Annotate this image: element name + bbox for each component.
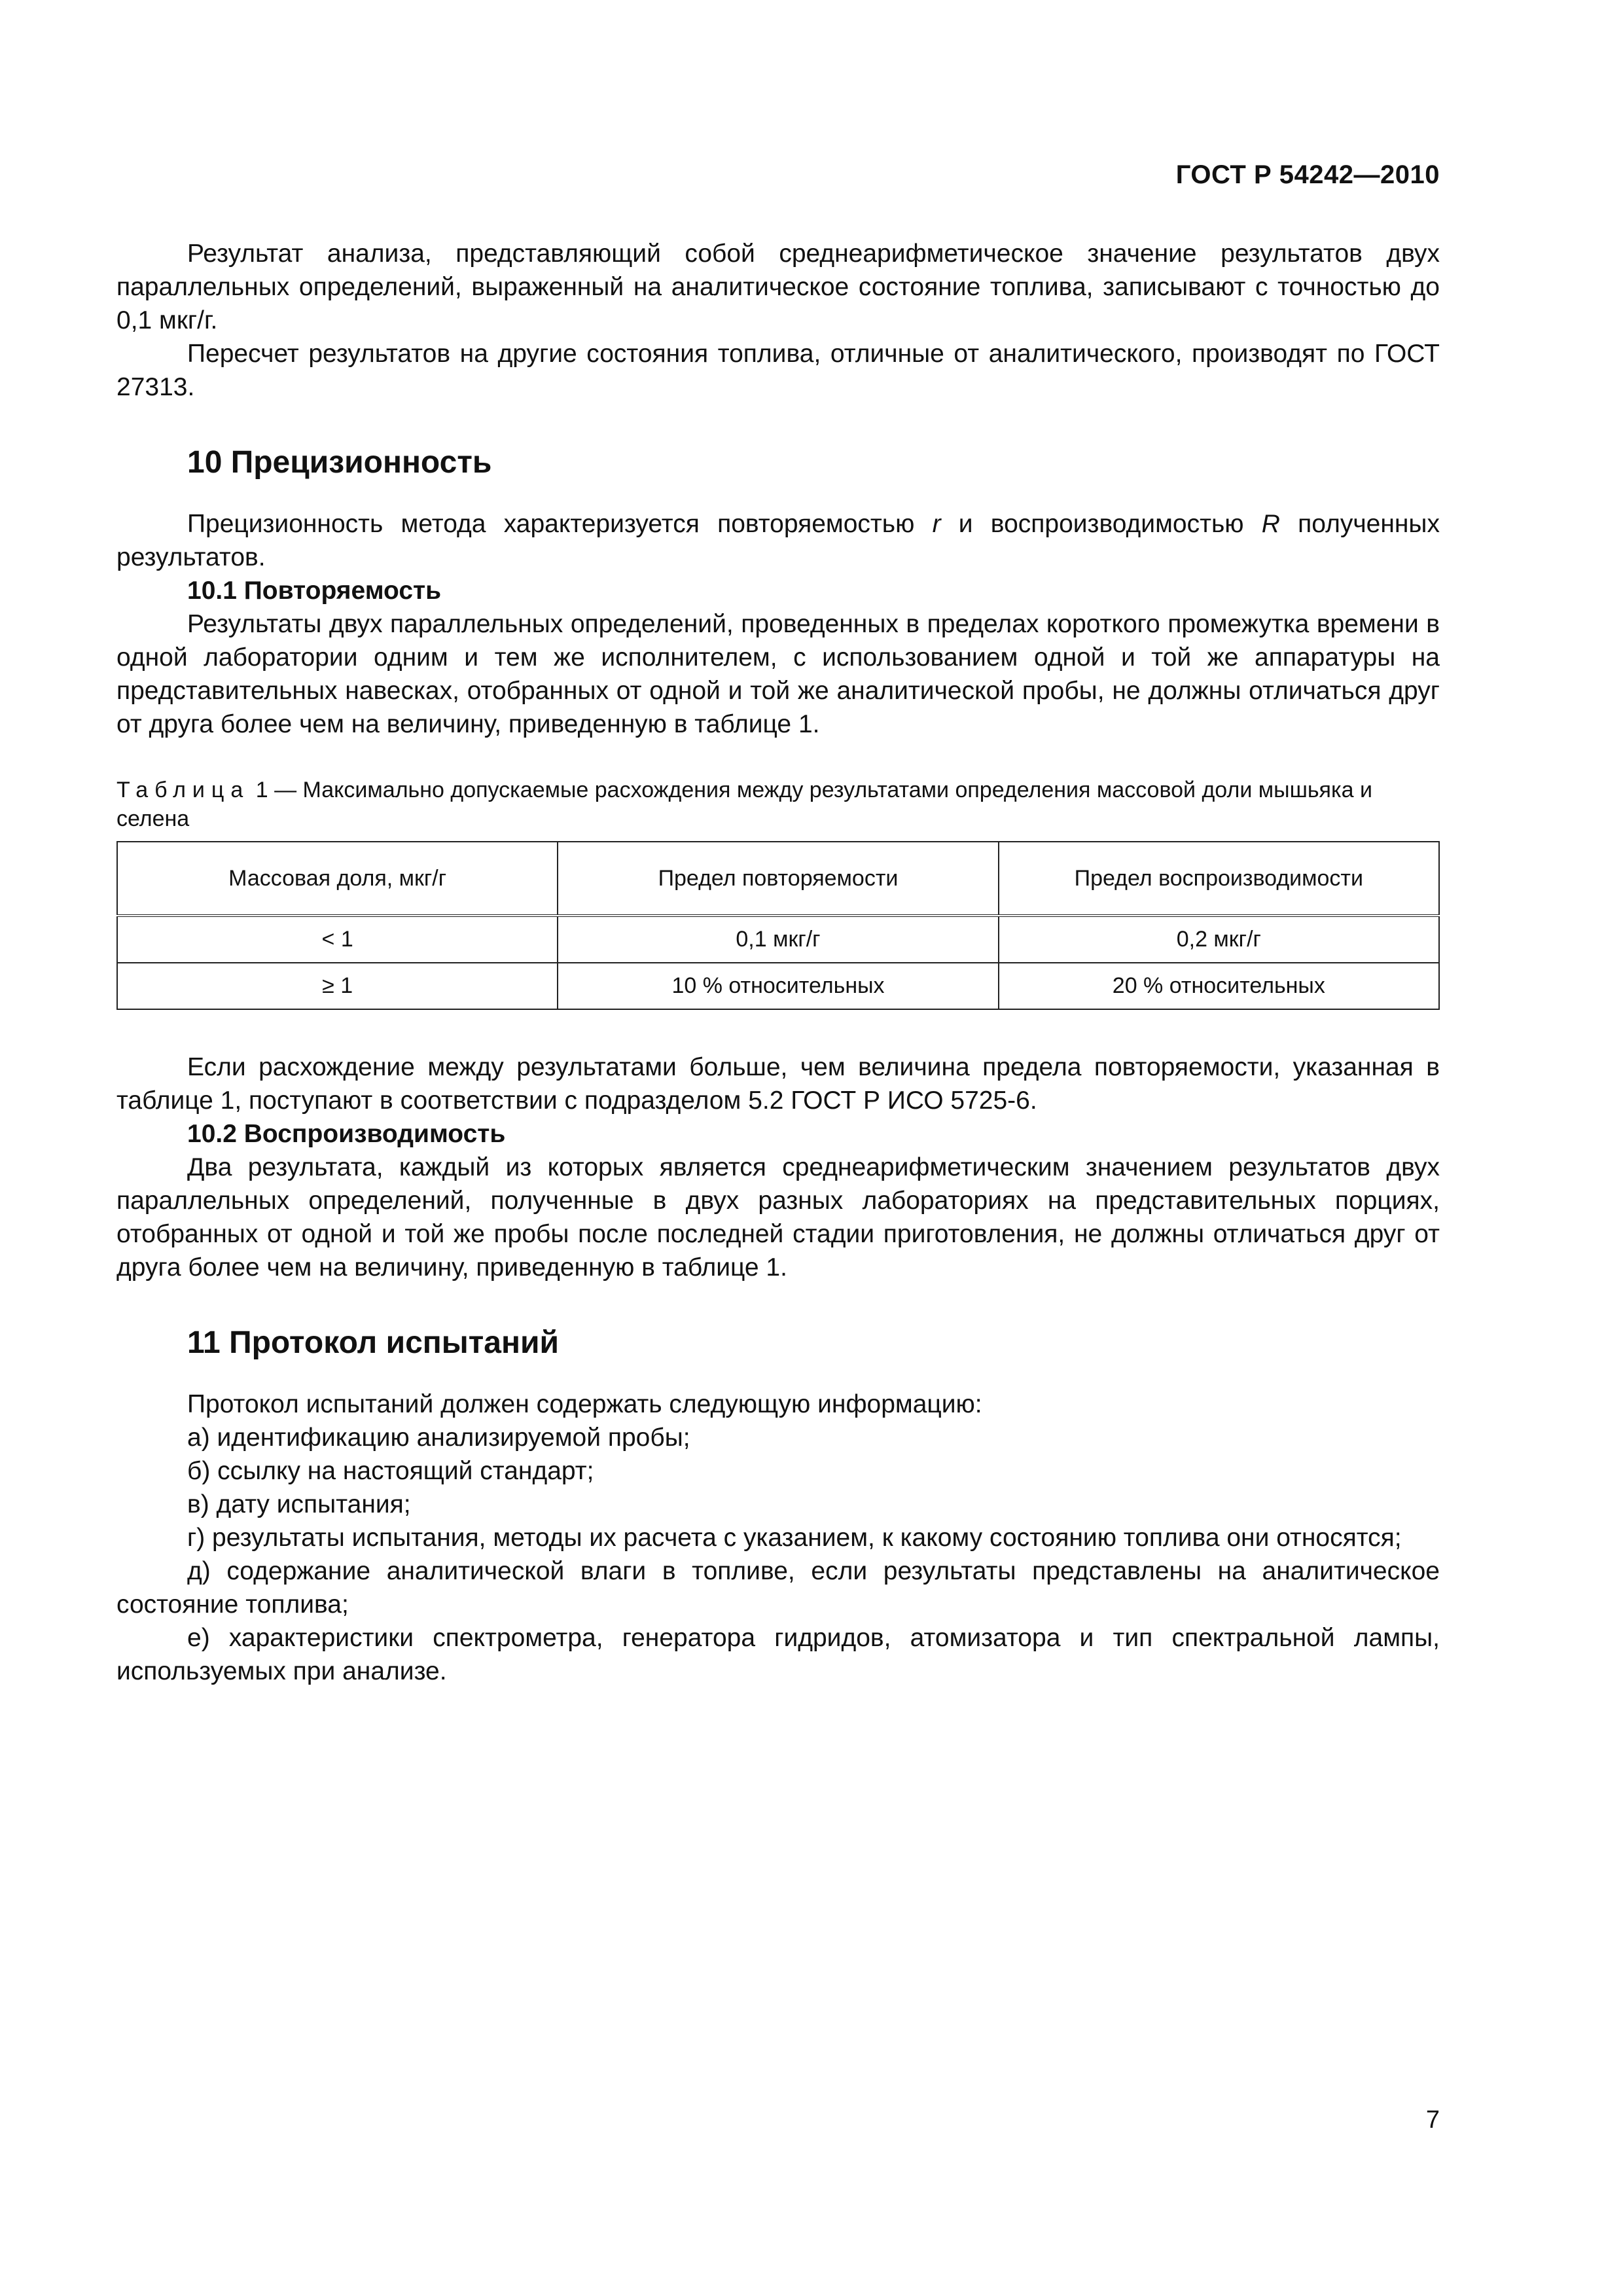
table-cell: 0,2 мкг/г bbox=[999, 916, 1439, 963]
repeatability-symbol: r bbox=[932, 510, 941, 538]
intro-paragraph-2: Пересчет результатов на другие состояния топлива, отличные от аналитического, производят по ГОСТ 27313. bbox=[116, 340, 1440, 401]
subsection-10-1-title: 10.1 Повторяемость bbox=[187, 577, 442, 605]
section-11-title: 11 Протокол испытаний bbox=[187, 1325, 559, 1360]
table-caption-prefix: Таблица bbox=[116, 778, 250, 802]
table-header-row bbox=[117, 842, 1439, 916]
table-cell: 10 % относительных bbox=[558, 963, 998, 1009]
reproducibility-symbol: R bbox=[1261, 510, 1280, 538]
table-row bbox=[117, 963, 1439, 1009]
table-cell: ≥ 1 bbox=[117, 963, 558, 1009]
page-number: 7 bbox=[1425, 2106, 1440, 2134]
after-table-paragraph: Если расхождение между результатами больше, чем величина предела повторяемости, указанная в таблице 1, поступают в соответствии с подразделом 5.2 ГОСТ Р ИСО 5725-6. bbox=[116, 1053, 1440, 1115]
subsection-10-2-title: 10.2 Воспроизводимость bbox=[187, 1120, 506, 1148]
section-10-title: 10 Прецизионность bbox=[187, 445, 492, 480]
list-item: е) характеристики спектрометра, генератора гидридов, атомизатора и тип спектральной лампы, используемых при анализе. bbox=[116, 1624, 1440, 1685]
table-header-cell: Предел повторяемости bbox=[558, 842, 998, 916]
table-cell: < 1 bbox=[117, 916, 558, 963]
table-cell: 20 % относительных bbox=[999, 963, 1439, 1009]
reproducibility-paragraph: Два результата, каждый из которых является среднеарифметическим значением результатов двух параллельных определений, полученные в двух разных лабораториях на представительных порциях, отобранных от одной и той же пробы после последней стадии приготовления, не должны отличаться друг от друга более чем на величину, приведенную в таблице 1. bbox=[116, 1153, 1440, 1282]
list-item: а) идентификацию анализируемой пробы; bbox=[187, 1424, 690, 1452]
precision-text-3: полученных результатов. bbox=[116, 510, 1440, 571]
protocol-intro: Протокол испытаний должен содержать следующую информацию: bbox=[187, 1390, 982, 1418]
table-cell: 0,1 мкг/г bbox=[558, 916, 998, 963]
list-item: б) ссылку на настоящий стандарт; bbox=[187, 1457, 594, 1485]
list-item: в) дату испытания; bbox=[187, 1490, 411, 1518]
list-item: г) результаты испытания, методы их расчета с указанием, к какому состоянию топлива они относятся; bbox=[187, 1524, 1402, 1552]
table-header-cell: Предел воспроизводимости bbox=[999, 842, 1439, 916]
precision-text-2: и воспроизводимостью bbox=[940, 510, 1262, 538]
table-row bbox=[117, 916, 1439, 963]
precision-text-1: Прецизионность метода характеризуется повторяемостью bbox=[187, 510, 933, 538]
intro-paragraph-1: Результат анализа, представляющий собой среднеарифметическое значение результатов двух параллельных определений, выраженный на аналитическое состояние топлива, записывают с точностью до 0,1 мкг/г. bbox=[116, 240, 1440, 334]
repeatability-paragraph: Результаты двух параллельных определений, проведенных в пределах короткого промежутка времени в одной лаборатории одним и тем же исполнителем, с использованием одной и той же аппаратуры на представительных навесках, отобранных от одной и той же аналитической пробы, не должны отличаться друг от друга более чем на величину, приведенную в таблице 1. bbox=[116, 610, 1440, 738]
document-code: ГОСТ Р 54242—2010 bbox=[1175, 160, 1440, 189]
precision-paragraph bbox=[116, 507, 1440, 574]
table-caption-text: 1 — Максимально допускаемые расхождения между результатами определения массовой доли мышьяка и селена bbox=[116, 778, 1372, 831]
limits-table bbox=[116, 841, 1440, 1010]
table-header-cell: Массовая доля, мкг/г bbox=[117, 842, 558, 916]
table-caption bbox=[116, 776, 1440, 833]
list-item: д) содержание аналитической влаги в топливе, если результаты представлены на аналитическое состояние топлива; bbox=[116, 1557, 1440, 1619]
page-content bbox=[116, 237, 1440, 1688]
